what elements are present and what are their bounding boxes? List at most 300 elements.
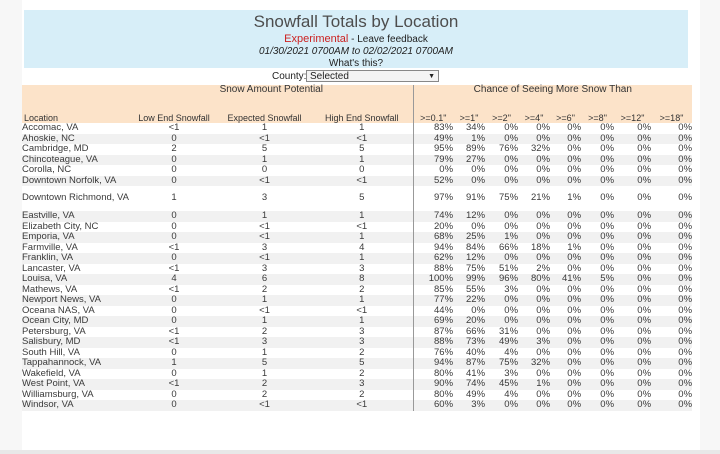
chance-cell: 20% (453, 316, 485, 327)
chance-cell: 0% (550, 232, 581, 243)
chance-cell: 0% (518, 390, 550, 401)
chance-cell: 0% (518, 232, 550, 243)
high-end-cell: 2 (311, 348, 413, 359)
threshold-header: >=1" (453, 96, 485, 123)
chance-cell: 41% (453, 369, 485, 380)
chance-cell: 0% (614, 379, 651, 390)
location-cell: Downtown Richmond, VA (22, 186, 130, 211)
chance-cell: 0% (453, 306, 485, 317)
table-row (22, 285, 692, 296)
chance-cell: 0% (453, 165, 485, 176)
chance-cell: 80% (413, 390, 453, 401)
chance-cell: 0% (581, 232, 614, 243)
chance-cell: 0% (651, 232, 692, 243)
chance-cell: 0% (651, 186, 692, 211)
chance-cell: 0% (453, 222, 485, 233)
chance-cell: 2% (518, 264, 550, 275)
left-frame (0, 0, 22, 454)
chance-cell: 0% (518, 123, 550, 134)
chance-cell: 0% (581, 379, 614, 390)
chance-cell: 0% (651, 211, 692, 222)
chance-cell: 21% (518, 186, 550, 211)
high-end-cell: 1 (311, 123, 413, 134)
chance-cell: 0% (581, 400, 614, 411)
chance-cell: 0% (651, 155, 692, 166)
table-row (22, 253, 692, 264)
expected-header: Expected Snowfall (218, 96, 311, 123)
table-row (22, 186, 692, 211)
chance-cell: 0% (550, 176, 581, 187)
high-end-cell: 1 (311, 211, 413, 222)
low-end-cell: 0 (130, 348, 218, 359)
chance-cell: 0% (485, 316, 518, 327)
header-panel (24, 10, 688, 68)
chance-cell: 32% (518, 358, 550, 369)
chance-cell: 0% (651, 348, 692, 359)
location-header: Location (22, 96, 130, 123)
chance-cell: 0% (581, 390, 614, 401)
chance-cell: 0% (614, 155, 651, 166)
high-end-cell: <1 (311, 400, 413, 411)
high-end-cell: 2 (311, 369, 413, 380)
group-header-row (22, 85, 692, 96)
location-cell: Franklin, VA (22, 253, 130, 264)
forecast-period: 01/30/2021 0700AM to 02/02/2021 0700AM (258, 46, 454, 57)
expected-cell: 1 (218, 155, 311, 166)
expected-cell: <1 (218, 232, 311, 243)
table-row (22, 369, 692, 380)
high-end-cell: 1 (311, 316, 413, 327)
chance-cell: 0% (550, 358, 581, 369)
chance-cell: 74% (413, 211, 453, 222)
chance-cell: 75% (485, 186, 518, 211)
chance-cell: 66% (485, 243, 518, 254)
location-cell: Corolla, NC (22, 165, 130, 176)
high-end-cell: 3 (311, 264, 413, 275)
chance-cell: 0% (550, 379, 581, 390)
chance-cell: 85% (413, 285, 453, 296)
chance-cell: 91% (453, 186, 485, 211)
chance-cell: 0% (651, 400, 692, 411)
page-title: Snowfall Totals by Location (253, 12, 459, 31)
table-row (22, 379, 692, 390)
chance-cell: 0% (485, 155, 518, 166)
threshold-header: >=12" (614, 96, 651, 123)
chance-cell: 62% (413, 253, 453, 264)
chance-cell: 0% (550, 134, 581, 145)
expected-cell: 2 (218, 379, 311, 390)
chance-cell: 0% (651, 176, 692, 187)
chance-cell: 0% (581, 243, 614, 254)
chance-cell: 0% (485, 176, 518, 187)
low-end-cell: 0 (130, 306, 218, 317)
chance-cell: 0% (550, 222, 581, 233)
chance-cell: 60% (413, 400, 453, 411)
threshold-header: >=18" (651, 96, 692, 123)
chance-cell: 0% (550, 348, 581, 359)
chance-cell: 45% (485, 379, 518, 390)
expected-cell: 6 (218, 274, 311, 285)
expected-cell: <1 (218, 222, 311, 233)
high-end-cell: 5 (311, 358, 413, 369)
expected-cell: 3 (218, 186, 311, 211)
chance-cell: 52% (413, 176, 453, 187)
chance-cell: 94% (413, 358, 453, 369)
chance-cell: 0% (581, 337, 614, 348)
chance-cell: 0% (581, 123, 614, 134)
chance-cell: 40% (453, 348, 485, 359)
chance-cell: 0% (550, 306, 581, 317)
high-end-cell: 0 (311, 165, 413, 176)
expected-cell: 3 (218, 264, 311, 275)
high-end-header: High End Snowfall (311, 96, 413, 123)
chance-cell: 22% (453, 295, 485, 306)
location-cell: Windsor, VA (22, 400, 130, 411)
chance-cell: 0% (581, 176, 614, 187)
chance-cell: 27% (453, 155, 485, 166)
chance-cell: 84% (453, 243, 485, 254)
dropdown-arrow-icon: ▼ (428, 73, 435, 80)
expected-cell: 1 (218, 316, 311, 327)
table-row (22, 134, 692, 145)
table-row (22, 165, 692, 176)
low-end-cell: 0 (130, 211, 218, 222)
chance-cell: 0% (614, 211, 651, 222)
chance-cell: 74% (453, 379, 485, 390)
low-end-cell: 1 (130, 358, 218, 369)
chance-cell: 41% (550, 274, 581, 285)
chance-cell: 0% (550, 144, 581, 155)
chance-cell: 0% (518, 222, 550, 233)
chance-cell: 55% (453, 285, 485, 296)
chance-cell: 0% (581, 285, 614, 296)
threshold-header: >=0.1" (413, 96, 453, 123)
high-end-cell: 8 (311, 274, 413, 285)
chance-cell: 0% (581, 358, 614, 369)
low-end-cell: 0 (130, 369, 218, 380)
chance-cell: 0% (485, 253, 518, 264)
high-end-cell: 1 (311, 155, 413, 166)
chance-cell: 0% (550, 253, 581, 264)
high-end-cell: 3 (311, 337, 413, 348)
chance-cell: 0% (550, 211, 581, 222)
chance-cell: 0% (550, 295, 581, 306)
low-end-cell: <1 (130, 123, 218, 134)
low-end-cell: 0 (130, 232, 218, 243)
chance-cell: 0% (550, 285, 581, 296)
expected-cell: <1 (218, 306, 311, 317)
location-cell: Oceana NAS, VA (22, 306, 130, 317)
chance-cell: 0% (518, 165, 550, 176)
chance-cell: 0% (581, 306, 614, 317)
low-end-cell: 0 (130, 390, 218, 401)
table-row (22, 144, 692, 155)
table-row (22, 264, 692, 275)
chance-cell: 68% (413, 232, 453, 243)
chance-cell: 0% (518, 316, 550, 327)
chance-cell: 0% (651, 274, 692, 285)
chance-cell: 0% (518, 155, 550, 166)
expected-cell: <1 (218, 134, 311, 145)
table-row (22, 295, 692, 306)
location-cell: Eastville, VA (22, 211, 130, 222)
location-cell: Louisa, VA (22, 274, 130, 285)
chance-cell: 0% (651, 165, 692, 176)
chance-cell: 0% (651, 390, 692, 401)
chance-cell: 0% (550, 316, 581, 327)
location-cell: Wakefield, VA (22, 369, 130, 380)
location-cell: Lancaster, VA (22, 264, 130, 275)
chance-cell: 0% (651, 379, 692, 390)
chance-cell: 0% (581, 144, 614, 155)
chance-cell: 100% (413, 274, 453, 285)
chance-cell: 69% (413, 316, 453, 327)
chance-cell: 0% (485, 400, 518, 411)
subtitle (24, 33, 688, 46)
chance-cell: 87% (413, 327, 453, 338)
chance-cell: 0% (614, 134, 651, 145)
chance-cell: 12% (453, 253, 485, 264)
chance-cell: 73% (453, 337, 485, 348)
chance-cell: 0% (651, 253, 692, 264)
chance-cell: 0% (485, 134, 518, 145)
chance-cell: 76% (485, 144, 518, 155)
high-end-cell: 1 (311, 253, 413, 264)
chance-cell: 0% (485, 165, 518, 176)
chance-cell: 0% (651, 295, 692, 306)
chance-cell: 0% (651, 264, 692, 275)
chance-cell: 0% (651, 337, 692, 348)
chance-cell: 0% (518, 176, 550, 187)
chance-cell: 44% (413, 306, 453, 317)
chance-cell: 0% (518, 211, 550, 222)
chance-cell: 4% (485, 390, 518, 401)
expected-cell: <1 (218, 176, 311, 187)
chance-cell: 94% (413, 243, 453, 254)
chance-cell: 1% (550, 243, 581, 254)
expected-cell: 0 (218, 165, 311, 176)
chance-cell: 0% (614, 253, 651, 264)
chance-cell: 0% (651, 285, 692, 296)
high-end-cell: <1 (311, 306, 413, 317)
chance-cell: 1% (485, 232, 518, 243)
county-label: County: (272, 71, 307, 82)
snow-amount-header: Snow Amount Potential (130, 85, 413, 96)
chance-cell: 49% (485, 337, 518, 348)
chance-cell: 0% (651, 306, 692, 317)
chance-cell: 0% (518, 306, 550, 317)
chance-cell: 0% (651, 222, 692, 233)
table-row (22, 306, 692, 317)
snowfall-table (22, 85, 692, 411)
high-end-cell: 5 (311, 186, 413, 211)
chance-cell: 88% (413, 264, 453, 275)
low-end-cell: <1 (130, 264, 218, 275)
chance-cell: 34% (453, 123, 485, 134)
low-end-cell: 0 (130, 165, 218, 176)
chance-cell: 0% (614, 306, 651, 317)
chance-cell: 0% (651, 123, 692, 134)
location-cell: Elizabeth City, NC (22, 222, 130, 233)
county-selected-value: Selected (310, 71, 349, 82)
threshold-header: >=2" (485, 96, 518, 123)
location-cell: South Hill, VA (22, 348, 130, 359)
chance-cell: 0% (518, 369, 550, 380)
chance-cell: 0% (614, 222, 651, 233)
chance-cell: 0% (614, 369, 651, 380)
low-end-cell: 1 (130, 186, 218, 211)
table-row (22, 400, 692, 411)
expected-cell: 1 (218, 369, 311, 380)
table-row (22, 232, 692, 243)
chance-cell: 0% (651, 369, 692, 380)
location-cell: Tappahannock, VA (22, 358, 130, 369)
experimental-label: Experimental (284, 33, 349, 45)
location-cell: Ahoskie, NC (22, 134, 130, 145)
chance-cell: 49% (453, 390, 485, 401)
chance-cell: 0% (485, 123, 518, 134)
separator: - (348, 34, 358, 45)
expected-cell: 1 (218, 295, 311, 306)
low-end-cell: <1 (130, 327, 218, 338)
chance-cell: 96% (485, 274, 518, 285)
location-cell: Petersburg, VA (22, 327, 130, 338)
chance-cell: 0% (651, 327, 692, 338)
leave-feedback-link[interactable]: Leave feedback (357, 34, 428, 45)
low-end-cell: 0 (130, 134, 218, 145)
low-end-cell: <1 (130, 379, 218, 390)
table-row (22, 358, 692, 369)
chance-cell: 4% (485, 348, 518, 359)
chance-cell: 0% (581, 295, 614, 306)
chance-cell: 83% (413, 123, 453, 134)
expected-cell: 2 (218, 285, 311, 296)
chance-cell: 0% (614, 264, 651, 275)
low-end-cell: 0 (130, 253, 218, 264)
threshold-header: >=8" (581, 96, 614, 123)
location-cell: Salisbury, MD (22, 337, 130, 348)
chance-cell: 0% (518, 327, 550, 338)
chance-cell: 0% (614, 316, 651, 327)
chance-cell: 1% (518, 379, 550, 390)
chance-cell: 66% (453, 327, 485, 338)
county-filter (0, 70, 720, 84)
high-end-cell: 2 (311, 285, 413, 296)
expected-cell: 1 (218, 348, 311, 359)
chance-cell: 0% (614, 274, 651, 285)
chance-cell: 77% (413, 295, 453, 306)
chance-cell: 97% (413, 186, 453, 211)
low-end-cell: <1 (130, 337, 218, 348)
chance-cell: 0% (485, 222, 518, 233)
table-row (22, 123, 692, 134)
expected-cell: 3 (218, 243, 311, 254)
chance-cell: 0% (581, 165, 614, 176)
chance-cell: 0% (518, 285, 550, 296)
low-end-cell: 0 (130, 295, 218, 306)
chance-cell: 3% (518, 337, 550, 348)
chance-cell: 0% (651, 316, 692, 327)
low-end-cell: 0 (130, 400, 218, 411)
chance-cell: 0% (581, 211, 614, 222)
chance-cell: 0% (614, 358, 651, 369)
chance-cell: 0% (614, 243, 651, 254)
high-end-cell: 5 (311, 144, 413, 155)
chance-cell: 0% (581, 186, 614, 211)
table-row (22, 155, 692, 166)
expected-cell: 3 (218, 337, 311, 348)
chance-cell: 1% (453, 134, 485, 145)
chance-cell: 95% (413, 144, 453, 155)
chance-cell: 0% (614, 176, 651, 187)
chance-cell: 32% (518, 144, 550, 155)
low-end-cell: 0 (130, 176, 218, 187)
chance-cell: 0% (651, 358, 692, 369)
table-row (22, 176, 692, 187)
chance-cell: 0% (651, 144, 692, 155)
chance-cell: 0% (614, 295, 651, 306)
chance-cell: 18% (518, 243, 550, 254)
chance-cell: 0% (614, 186, 651, 211)
chance-cell: 0% (550, 264, 581, 275)
whats-this-link[interactable]: What's this? (328, 58, 384, 69)
high-end-cell: 3 (311, 379, 413, 390)
table-row (22, 337, 692, 348)
expected-cell: 5 (218, 358, 311, 369)
location-cell: Downtown Norfolk, VA (22, 176, 130, 187)
chance-cell: 0% (518, 134, 550, 145)
chance-cell: 0% (518, 295, 550, 306)
expected-cell: 5 (218, 144, 311, 155)
chance-cell: 80% (413, 369, 453, 380)
chance-cell: 0% (581, 155, 614, 166)
high-end-cell: 1 (311, 295, 413, 306)
chance-cell: 87% (453, 358, 485, 369)
chance-cell: 0% (581, 369, 614, 380)
chance-cell: 0% (614, 400, 651, 411)
high-end-cell: <1 (311, 176, 413, 187)
chance-cell: 0% (581, 316, 614, 327)
high-end-cell: 4 (311, 243, 413, 254)
chance-cell: 0% (550, 327, 581, 338)
chance-cell: 0% (485, 306, 518, 317)
chance-cell: 0% (614, 327, 651, 338)
chance-cell: 0% (518, 400, 550, 411)
chance-cell: 76% (413, 348, 453, 359)
chance-cell: 0% (453, 176, 485, 187)
table-row (22, 274, 692, 285)
chance-cell: 0% (518, 253, 550, 264)
chance-cell: 31% (485, 327, 518, 338)
chance-cell: 0% (518, 348, 550, 359)
high-end-cell: 1 (311, 232, 413, 243)
location-cell: Ocean City, MD (22, 316, 130, 327)
chance-cell: 0% (550, 155, 581, 166)
table-row (22, 316, 692, 327)
chance-cell: 0% (550, 400, 581, 411)
low-end-cell: <1 (130, 243, 218, 254)
table-row (22, 348, 692, 359)
expected-cell: 1 (218, 211, 311, 222)
table-row (22, 243, 692, 254)
chance-cell: 0% (581, 253, 614, 264)
location-cell: Chincoteague, VA (22, 155, 130, 166)
expected-cell: 2 (218, 390, 311, 401)
county-select[interactable] (306, 70, 439, 82)
bottom-frame (0, 450, 720, 454)
chance-cell: 3% (485, 369, 518, 380)
chance-cell: 3% (453, 400, 485, 411)
